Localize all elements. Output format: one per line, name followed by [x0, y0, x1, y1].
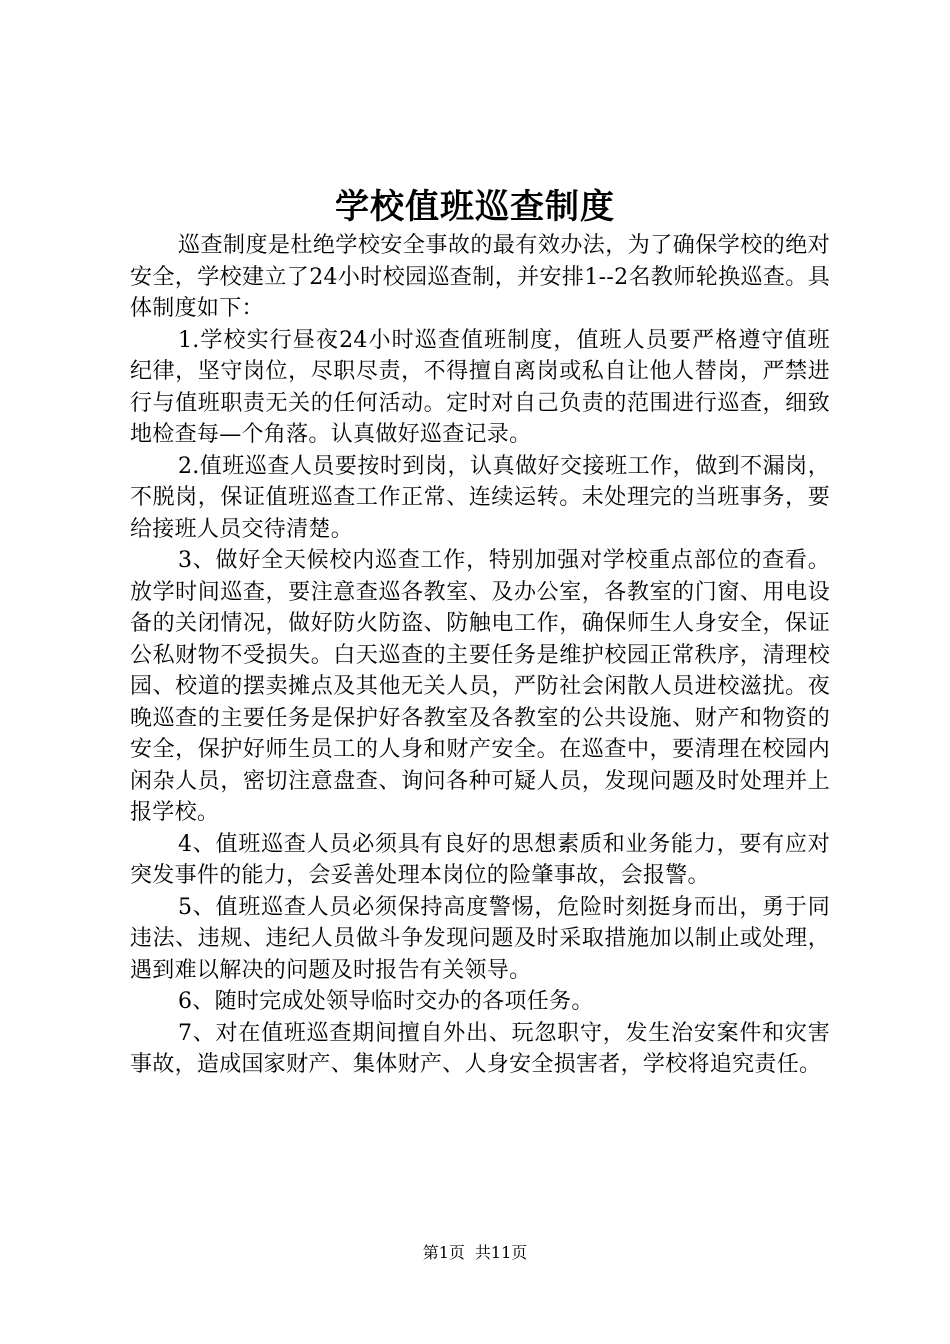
page-number: 第1页	[422, 1243, 465, 1262]
paragraph-item-7: 7、对在值班巡查期间擅自外出、玩忽职守，发生治安案件和灾害事故，造成国家财产、集体财产、人身安全损害者，学校将追究责任。	[130, 1020, 830, 1077]
paragraph-item-1: 1.学校实行昼夜24小时巡查值班制度，值班人员要严格遵守值班纪律，坚守岗位，尽职尽责，不得擅自离岗或私自让他人替岗，严禁进行与值班职责无关的任何活动。定时对自己负责的范围进行巡查，细致地检查每—个角落。认真做好巡查记录。	[130, 327, 830, 447]
paragraph-intro: 巡查制度是杜绝学校安全事故的最有效办法，为了确保学校的绝对安全，学校建立了24小时校园巡查制，并安排1--2名教师轮换巡查。具体制度如下：	[130, 233, 830, 321]
page-total: 共11页	[474, 1243, 528, 1262]
paragraph-item-5: 5、值班巡查人员必须保持高度警惕，危险时刻挺身而出，勇于同违法、违规、违纪人员做斗争发现问题及时采取措施加以制止或处理，遇到难以解决的问题及时报告有关领导。	[130, 894, 830, 983]
document-title: 学校值班巡查制度	[335, 187, 615, 227]
paragraph-item-3: 3、做好全天候校内巡查工作，特别加强对学校重点部位的查看。放学时间巡查，要注意查巡各教室、及办公室，各教室的门窗、用电设备的关闭情况，做好防火防盗、防触电工作，确保师生人身安全，保证公私财物不受损失。白天巡查的主要任务是维护校园正常秩序，清理校园、校道的摆卖摊点及其他无关人员，严防社会闲散人员进校滋扰。夜晚巡查的主要任务是保护好各教室及各教室的公共设施、财产和物资的安全，保护好师生员工的人身和财产安全。在巡查中，要清理在校园内闲杂人员，密切注意盘查、询问各种可疑人员，发现问题及时处理并上报学校。	[130, 548, 830, 825]
page-footer	[0, 1243, 950, 1263]
document-body	[130, 230, 830, 1081]
paragraph-item-4: 4、值班巡查人员必须具有良好的思想素质和业务能力，要有应对突发事件的能力，会妥善处理本岗位的险肇事故，会报警。	[130, 831, 830, 888]
paragraph-item-2: 2.值班巡查人员要按时到岗，认真做好交接班工作，做到不漏岗，不脱岗，保证值班巡查工作正常、连续运转。未处理完的当班事务，要给接班人员交待清楚。	[130, 453, 830, 542]
paragraph-item-6: 6、随时完成处领导临时交办的各项任务。	[178, 989, 594, 1014]
